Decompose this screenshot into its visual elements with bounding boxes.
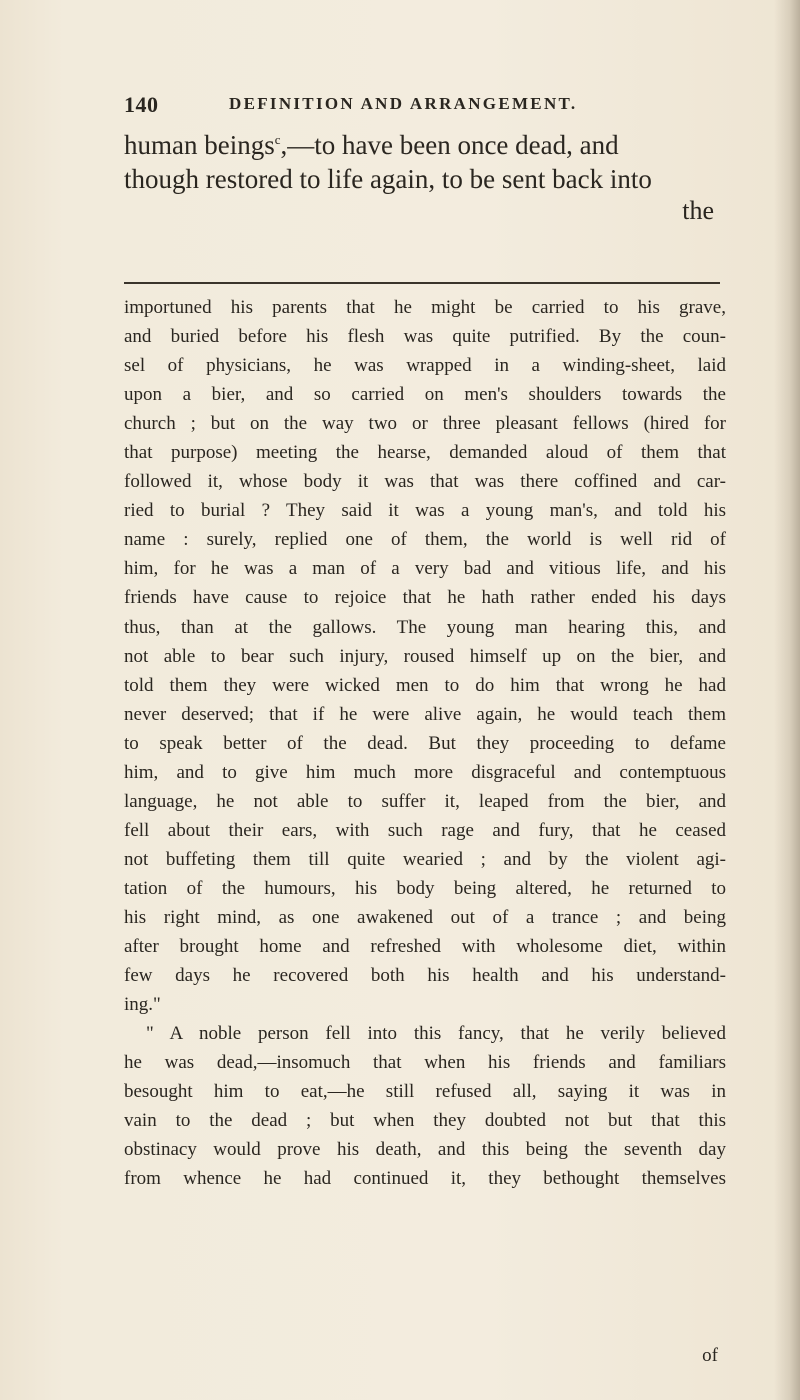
footnote-line: vain to the dead ; but when they doubted not but that this	[124, 1110, 726, 1132]
footnote-line: not able to bear such injury, roused himself up on the bier, and	[124, 645, 726, 667]
footnote-line: importuned his parents that he might be carried to his grave,	[124, 297, 726, 318]
page-edge-shadow	[774, 0, 800, 1400]
footnote-line: friends have cause to rejoice that he hath rather ended his days	[124, 587, 726, 609]
footnote-line: from whence he had continued it, they bethought themselves	[124, 1168, 726, 1190]
footnote-divider	[124, 282, 720, 284]
footnote-line: tation of the humours, his body being altered, he returned to	[124, 877, 726, 899]
footnote-line: thus, than at the gallows. The young man hearing this, and	[124, 616, 726, 638]
footnote-line: him, and to give him much more disgraceful and contemptuous	[124, 761, 726, 783]
footnote-line: sel of physicians, he was wrapped in a winding-sheet, laid	[124, 355, 726, 377]
footnote-line: followed it, whose body it was that was there coffined and car-	[124, 471, 726, 493]
footnote-line: never deserved; that if he were alive again, he would teach them	[124, 703, 726, 725]
footnote-block	[124, 293, 726, 1193]
footnote-line: besought him to eat,—he still refused all, saying it was in	[124, 1081, 726, 1103]
footnote-line: few days he recovered both his health and his understand-	[124, 965, 726, 987]
page-number: 140	[124, 92, 159, 117]
main-text-line: though restored to life again, to be sent back into	[124, 164, 652, 194]
footnote-marker: c	[274, 132, 281, 147]
catchword-footnote: of	[702, 1345, 718, 1366]
main-text-fragment: human beings	[124, 130, 275, 160]
footnote-line: told them they were wicked men to do him that wrong he had	[124, 674, 726, 696]
footnote-line: that purpose) meeting the hearse, demanded aloud of them that	[124, 442, 726, 464]
footnote-line: church ; but on the way two or three pleasant fellows (hired for	[124, 413, 726, 435]
footnote-line: him, for he was a man of a very bad and vitious life, and his	[124, 558, 726, 580]
footnote-line: to speak better of the dead. But they proceeding to defame	[124, 732, 726, 754]
footnote-line: ing."	[124, 994, 161, 1016]
page-header	[124, 92, 684, 122]
main-text-line	[124, 128, 720, 162]
main-text-fragment: ,—to have been once dead, and	[280, 130, 619, 160]
footnote-line: not buffeting them till quite wearied ; and by the violent agi-	[124, 848, 726, 870]
footnote-line: language, he not able to suffer it, leaped from the bier, and	[124, 790, 726, 812]
footnote-line: obstinacy would prove his death, and this being the seventh day	[124, 1139, 726, 1161]
footnote-line: after brought home and refreshed with wholesome diet, within	[124, 936, 726, 958]
footnote-line: fell about their ears, with such rage and fury, that he ceased	[124, 819, 726, 841]
footnote-line: " A noble person fell into this fancy, that he verily believed	[146, 1023, 726, 1045]
footnote-line: name : surely, replied one of them, the world is well rid of	[124, 529, 726, 551]
running-title: DEFINITION AND ARRANGEMENT.	[229, 94, 578, 113]
footnote-line: upon a bier, and so carried on men's shoulders towards the	[124, 384, 726, 406]
main-text-block	[124, 128, 720, 196]
footnote-line: and buried before his flesh was quite putrified. By the coun-	[124, 326, 726, 348]
catchword-main: the	[682, 196, 714, 225]
footnote-line: he was dead,—insomuch that when his friends and familiars	[124, 1052, 726, 1074]
footnote-line: his right mind, as one awakened out of a trance ; and being	[124, 906, 726, 928]
footnote-line: ried to burial ? They said it was a young man's, and told his	[124, 500, 726, 522]
